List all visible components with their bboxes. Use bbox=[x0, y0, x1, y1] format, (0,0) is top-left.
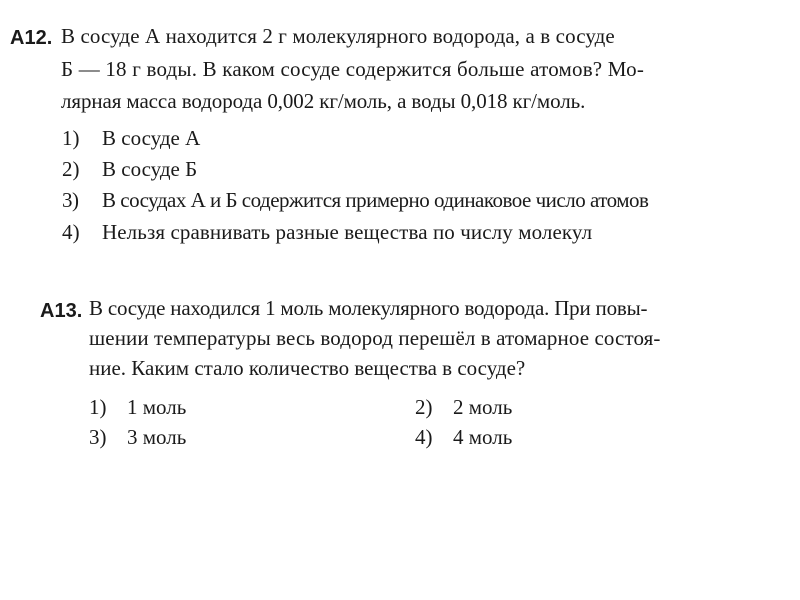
question-text-line: ние. Каким стало количество вещества в сосуде? bbox=[89, 356, 526, 380]
option-text: В сосудах А и Б содержится примерно одинаковое число атомов bbox=[102, 188, 649, 212]
option-text: В сосуде Б bbox=[102, 157, 198, 181]
option-number: 2) bbox=[415, 395, 433, 419]
question-number: A13. bbox=[40, 300, 83, 322]
option-text: В сосуде А bbox=[102, 126, 201, 150]
answer-option-3 bbox=[62, 188, 649, 213]
option-text: 4 моль bbox=[453, 425, 513, 449]
option-number: 3) bbox=[89, 425, 107, 449]
option-text: 1 моль bbox=[127, 395, 187, 419]
answer-option-4 bbox=[62, 220, 593, 245]
option-text: 2 моль bbox=[453, 395, 513, 419]
question-text-line: В сосуде находился 1 моль молекулярного водорода. При повы- bbox=[89, 296, 648, 320]
answer-option-3 bbox=[89, 425, 187, 450]
option-number: 4) bbox=[62, 220, 80, 244]
option-text: Нельзя сравнивать разные вещества по числу молекул bbox=[102, 220, 593, 244]
option-number: 1) bbox=[89, 395, 107, 419]
option-text: 3 моль bbox=[127, 425, 187, 449]
answer-option-2 bbox=[415, 395, 513, 420]
question-text-line: Б — 18 г воды. В каком сосуде содержится больше атомов? Мо- bbox=[61, 57, 645, 81]
option-number: 3) bbox=[62, 188, 79, 212]
option-number: 2) bbox=[62, 157, 80, 181]
answer-option-1 bbox=[62, 126, 201, 151]
answer-option-1 bbox=[89, 395, 187, 420]
option-number: 1) bbox=[62, 126, 80, 150]
answer-option-4 bbox=[415, 425, 513, 450]
question-text-line: шении температуры весь водород перешёл в атомарное состоя- bbox=[89, 326, 661, 350]
option-number: 4) bbox=[415, 425, 433, 449]
question-text-line: В сосуде А находится 2 г молекулярного водорода, а в сосуде bbox=[61, 24, 615, 48]
question-number: A12. bbox=[10, 27, 53, 49]
question-text-line: лярная масса водорода 0,002 кг/моль, а воды 0,018 кг/моль. bbox=[61, 89, 586, 113]
answer-option-2 bbox=[62, 157, 198, 182]
